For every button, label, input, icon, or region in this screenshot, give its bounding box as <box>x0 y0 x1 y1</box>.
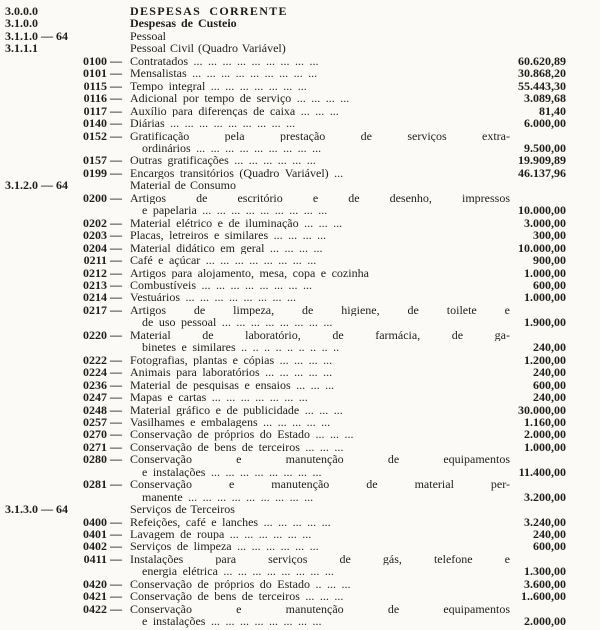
item-code: 0212 — <box>83 265 122 280</box>
item-code: 0411 — <box>83 551 122 566</box>
item-code: 0140 — <box>83 116 122 131</box>
table-row <box>0 366 600 378</box>
item-description: Adicional por tempo de serviço ... ... ... ... <box>130 92 350 105</box>
amount-value: 55.443,30 <box>518 78 566 93</box>
table-row <box>0 291 600 303</box>
item-description: Instalações para serviços de gás, telefone e <box>130 552 510 566</box>
item-code: 0236 — <box>83 377 122 392</box>
amount-value: 240,00 <box>533 390 566 405</box>
item-code: 0203 — <box>83 228 122 243</box>
item-code: 0217 — <box>83 302 122 317</box>
amount-value: 10.000,00 <box>518 203 566 218</box>
amount-value: 1.300,00 <box>524 564 566 579</box>
table-row <box>0 92 600 104</box>
amount-value: 1.200,00 <box>524 352 566 367</box>
item-description: Contratados ... ... ... ... ... ... ... ... ... <box>130 54 319 68</box>
item-code: 0116 — <box>83 91 122 106</box>
item-description: Gratificação pela prestação de serviços extra- <box>130 129 510 142</box>
amount-value: 19.909,89 <box>518 153 566 168</box>
amount-value: 1.000,00 <box>524 290 566 305</box>
item-code: 0257 — <box>83 414 122 429</box>
table-row <box>0 117 600 129</box>
table-row-continuation <box>0 565 600 577</box>
amount-value: 300,00 <box>533 228 566 243</box>
item-description: Auxílio para diferenças de caixa ... ... ... <box>130 104 339 118</box>
amount-value: 46.137,96 <box>518 165 566 180</box>
amount-value: 1.900,00 <box>524 315 566 330</box>
section-row <box>0 42 600 54</box>
item-code: 0402 — <box>83 539 122 554</box>
item-description: Artigos de limpeza, de higiene, de toilete e <box>130 303 510 317</box>
table-row <box>0 428 600 440</box>
amount-value: 10.000,00 <box>518 240 566 255</box>
item-description: Conservação e manutenção de equipamentos <box>130 453 510 466</box>
hierarchy-code: 3.1.1.1 <box>5 41 38 56</box>
item-description: Material didático em geral ... ... ... ... <box>130 241 323 255</box>
amount-value: 1.000,00 <box>524 265 566 280</box>
amount-value: 60.620,89 <box>518 53 566 68</box>
item-description: Conservação de bens de terceiros ... ... ... <box>130 440 344 454</box>
item-code: 0200 — <box>83 190 122 205</box>
item-code: 0281 — <box>83 477 122 492</box>
item-description: Tempo integral ... ... ... ... ... ... ... <box>130 79 307 93</box>
table-row-continuation <box>0 615 600 627</box>
amount-value: 9.500,00 <box>524 140 566 155</box>
section-title: DESPESAS CORRENTE <box>130 5 288 18</box>
hierarchy-code: 3.1.0.0 <box>5 16 38 31</box>
item-code: 0211 — <box>83 253 122 268</box>
amount-value: 81,40 <box>539 103 566 118</box>
table-row <box>0 453 600 465</box>
item-description: Placas, letreiros e similares ... ... ... ... <box>130 229 327 242</box>
item-code: 0199 — <box>83 165 122 180</box>
section-row <box>0 17 600 29</box>
table-row <box>0 192 600 204</box>
item-description: Outras gratificações ... ... ... ... ... ... <box>130 154 316 167</box>
amount-value: 3.200,00 <box>524 489 566 504</box>
table-row <box>0 553 600 565</box>
item-description: Lavagem de roupa ... ... ... ... ... ... <box>130 528 312 541</box>
section-title: Serviços de Terceiros <box>130 503 235 516</box>
table-row-continuation <box>0 491 600 503</box>
amount-value: 2.000,00 <box>524 614 566 629</box>
item-description: Refeições, café e lanches ... ... ... ... ... <box>130 515 331 529</box>
item-description: Material elétrico e de iluminação ... ... ... <box>130 216 343 230</box>
table-row <box>0 229 600 241</box>
item-code: 0152 — <box>83 128 122 143</box>
table-row <box>0 254 600 266</box>
item-code: 0280 — <box>83 452 122 467</box>
item-code: 0100 — <box>83 53 122 68</box>
item-code: 0202 — <box>83 215 122 230</box>
section-row <box>0 503 600 515</box>
amount-value: 240,00 <box>533 527 566 542</box>
item-description: energia elétrica ... ... ... ... ... ... ... ... <box>142 565 334 578</box>
section-title: Pessoal <box>130 29 166 43</box>
item-code: 0270 — <box>83 427 122 442</box>
table-row <box>0 478 600 490</box>
item-code: 0400 — <box>83 514 122 529</box>
section-row <box>0 5 600 17</box>
amount-value: 600,00 <box>533 277 566 292</box>
item-description: Combustíveis ... ... ... ... ... ... ... ... <box>130 278 313 292</box>
item-code: 0420 — <box>83 576 122 591</box>
amount-value: 3.089,68 <box>524 91 566 106</box>
amount-value: 3.240,00 <box>524 514 566 529</box>
item-code: 0421 — <box>83 589 122 604</box>
item-code: 0115 — <box>83 78 122 93</box>
amount-value: 30.868,20 <box>518 66 566 81</box>
section-row <box>0 30 600 42</box>
item-code: 0247 — <box>83 390 122 405</box>
item-description: Encargos transitórios (Quadro Variável) ... <box>130 166 344 180</box>
table-row <box>0 329 600 341</box>
item-description: binetes e similares .. .. .. .. .. .. .. .. .. <box>142 341 340 354</box>
item-description: Conservação de próprios do Estado ... ... ... <box>130 428 354 441</box>
amount-value: 1..600,00 <box>521 589 566 604</box>
item-description: de uso pessoal ... ... ... ... ... ... ... ... <box>142 316 333 329</box>
hierarchy-code: 3.1.1.0 — 64 <box>5 28 68 43</box>
item-description: Vasilhames e embalagens ... ... ... ... ... <box>130 415 331 429</box>
item-code: 0248 — <box>83 402 122 417</box>
item-description: Material de pesquisas e ensaios ... ... ... <box>130 378 335 392</box>
item-code: 0220 — <box>83 327 122 342</box>
item-description: Café e açúcar ... ... ... ... ... ... ... ... <box>130 254 317 267</box>
item-description: Mapas e cartas ... ... ... ... ... ... ... <box>130 391 308 404</box>
hierarchy-code: 3.1.3.0 — 64 <box>5 502 68 517</box>
item-code: 0204 — <box>83 240 122 255</box>
item-code: 0213 — <box>83 277 122 292</box>
item-description: Artigos para alojamento, mesa, copa e cozinha <box>130 266 369 279</box>
amount-value: 6.000,00 <box>524 116 566 131</box>
table-row <box>0 167 600 179</box>
table-row <box>0 590 600 602</box>
amount-value: 1.160,00 <box>524 414 566 429</box>
item-code: 0222 — <box>83 352 122 367</box>
table-row-continuation <box>0 341 600 353</box>
amount-value: 3.600,00 <box>524 576 566 591</box>
item-code: 0214 — <box>83 290 122 305</box>
item-code: 0401 — <box>83 527 122 542</box>
amount-value: 240,00 <box>533 365 566 380</box>
item-description: e papelaria ... ... ... ... ... ... ... ... ... <box>142 204 328 217</box>
item-description: Material de laboratório, de farmácia, de ga- <box>130 328 510 342</box>
table-row <box>0 130 600 142</box>
table-row-continuation <box>0 316 600 328</box>
table-row <box>0 304 600 316</box>
item-code: 0422 — <box>83 601 122 616</box>
section-title: Material de Consumo <box>130 179 236 192</box>
amount-value: 240,00 <box>533 340 566 355</box>
table-row <box>0 391 600 403</box>
item-description: Conservação de bens de terceiros ... ... ... <box>130 590 344 603</box>
amount-value: 600,00 <box>533 539 566 554</box>
item-code: 0117 — <box>83 103 122 118</box>
item-code: 0157 — <box>83 153 122 168</box>
item-description: Conservação e manutenção de equipamentos <box>130 602 510 616</box>
item-description: Diárias ... ... ... ... ... ... ... ... ... <box>130 117 296 130</box>
item-description: manente ... ... ... ... ... ... ... ... ... <box>142 490 314 504</box>
hierarchy-code: 3.0.0.0 <box>5 4 38 18</box>
item-description: Artigos de escritório e de desenho, impressos <box>130 191 510 205</box>
table-row <box>0 603 600 615</box>
amount-value: 11.400,00 <box>518 464 566 479</box>
table-row-continuation <box>0 204 600 216</box>
table-row <box>0 67 600 79</box>
item-description: ordinários ... ... ... ... ... ... ... ... ... <box>142 141 322 155</box>
amount-value: 900,00 <box>533 253 566 268</box>
item-description: Animais para laboratórios ... ... ... ... ... <box>130 366 333 379</box>
item-code: 0271 — <box>83 439 122 454</box>
item-description: Serviços de limpeza ... ... ... ... ... ... <box>130 540 319 553</box>
amount-value: 3.000,00 <box>524 215 566 230</box>
amount-value: 600,00 <box>533 377 566 392</box>
item-description: e instalações ... ... ... ... ... ... ... ... <box>142 615 322 628</box>
item-description: e instalações ... ... ... ... ... ... ... ... <box>142 465 322 479</box>
item-description: Fotografias, plantas e cópias ... ... ... ... <box>130 353 333 367</box>
section-title: Despesas de Custeio <box>130 17 237 30</box>
amount-value: 30.000,00 <box>518 402 566 417</box>
amount-value: 2.000,00 <box>524 427 566 442</box>
section-row <box>0 179 600 191</box>
item-description: Conservação e manutenção de material per- <box>130 478 510 491</box>
section-title: Pessoal Civil (Quadro Variável) <box>130 42 286 55</box>
item-description: Vestuários ... ... ... ... ... ... ... ... <box>130 291 296 304</box>
item-description: Material gráfico e de publicidade ... ... ... <box>130 403 343 416</box>
item-code: 0224 — <box>83 365 122 380</box>
hierarchy-code: 3.1.2.0 — 64 <box>5 178 68 193</box>
item-description: Mensalistas ... ... ... ... ... ... ... ... ... <box>130 67 318 80</box>
amount-value: 1.000,00 <box>524 439 566 454</box>
item-description: Conservação de próprios do Estado .. ... ... <box>130 577 351 591</box>
item-code: 0101 — <box>83 66 122 81</box>
